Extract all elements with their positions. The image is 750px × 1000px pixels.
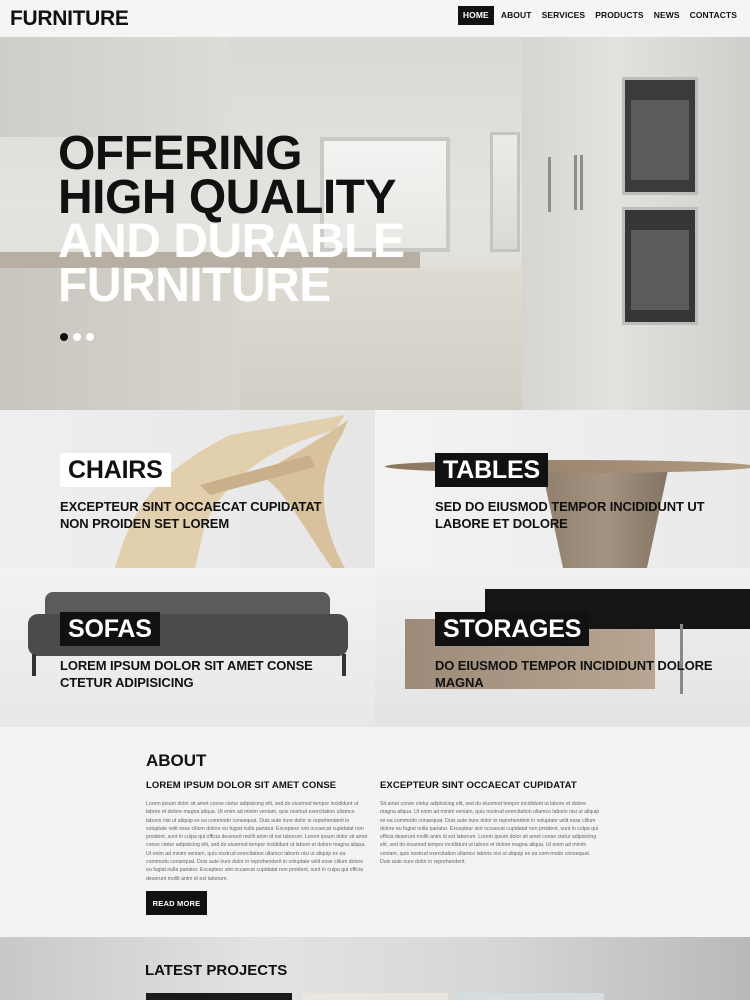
project-thumbnail[interactable] (458, 993, 604, 1000)
hero-headline-line: FURNITURE (58, 259, 331, 312)
slider-pagination (60, 333, 94, 341)
latest-projects-section (0, 937, 750, 1000)
hero-headline-line: AND DURABLE (58, 215, 405, 268)
main-nav (458, 6, 742, 25)
hero-bg-handle (580, 155, 583, 210)
sofa-illustration-leg (32, 654, 36, 676)
category-tile-sofas[interactable] (0, 569, 375, 727)
hero-bg-handle (574, 155, 577, 210)
category-tile-chairs[interactable] (0, 410, 375, 568)
category-description: EXCEPTEUR SINT OCCAECAT CUPIDATAT NON PROIDEN SET LOREM (60, 499, 322, 531)
category-title[interactable]: CHAIRS (60, 453, 171, 487)
read-more-button[interactable]: READ MORE (146, 891, 207, 915)
hero-bg-handle (548, 157, 551, 212)
category-tile-tables[interactable] (375, 410, 750, 568)
nav-contacts[interactable]: CONTACTS (689, 10, 737, 20)
category-title[interactable]: TABLES (435, 453, 548, 487)
about-column-1 (146, 780, 368, 883)
hero-bg-oven-upper (622, 77, 698, 195)
latest-projects-title: LATEST PROJECTS (145, 962, 288, 979)
category-description: SED DO EIUSMOD TEMPOR INCIDIDUNT UT LABORE ET DOLORE (435, 499, 705, 531)
category-title[interactable]: SOFAS (60, 612, 160, 646)
site-header (0, 0, 750, 37)
slider-dot-3[interactable] (86, 333, 94, 341)
about-section (0, 727, 750, 937)
nav-news[interactable]: NEWS (653, 10, 680, 20)
category-description: LOREM IPSUM DOLOR SIT AMET CONSE CTETUR ADIPISICING (60, 658, 313, 690)
hero-headline (58, 127, 405, 312)
project-thumbnail[interactable] (302, 993, 448, 1000)
site-logo[interactable]: FURNITURE (10, 7, 129, 30)
about-column-heading: LOREM IPSUM DOLOR SIT AMET CONSE (146, 780, 337, 791)
hero-bg-oven-lower (622, 207, 698, 325)
project-thumbnail[interactable] (146, 993, 292, 1000)
nav-home[interactable]: HOME (458, 6, 494, 25)
nav-products[interactable]: PRODUCTS (595, 10, 644, 20)
hero-bg-window-right (490, 132, 520, 252)
about-column-text: Sit amet conse ctetur adipisicing elit, sed do eiusmod tempor incididunt ut labore et dolore magna aliqua. Ut enim ad minim veniam, quis nostrud exercitation ullamco laboris nisi ut aliquip ex ea commodo consequat. Duis aute irure dolor in reprehenderit in voluptate velit esse cillum dolore eu fugiat nulla pariatur. Excepteur sint occaecat cupidatat non proident, sunt in culpa qui officia deserunt mollit anim id est laborum. Lorem ipsum dolor sit amet conse ctetur adipisicing elit, sed do eiusmod tempor incididunt ut labore et dolore magna aliqua. Ut enim ad minim veniam, quis nostrud exercitation ullamco laboris nisi ut aliquip ex ea com-modo consequat. Duis aute irure dolor in reprehenderit. (380, 801, 600, 866)
category-title[interactable]: STORAGES (435, 612, 589, 646)
about-column-2 (380, 780, 602, 866)
nav-services[interactable]: SERVICES (541, 10, 586, 20)
hero-headline-line: OFFERING (58, 127, 302, 180)
hero-bg-upper-cabinets (0, 37, 230, 137)
slider-dot-2[interactable] (73, 333, 81, 341)
category-tile-storages[interactable] (375, 569, 750, 727)
nav-about[interactable]: ABOUT (500, 10, 532, 20)
slider-dot-1[interactable] (60, 333, 68, 341)
about-title: ABOUT (146, 751, 207, 770)
chair-illustration (110, 415, 350, 568)
hero-slider (0, 37, 750, 410)
hero-headline-line: HIGH QUALITY (58, 171, 396, 224)
about-column-heading: EXCEPTEUR SINT OCCAECAT CUPIDATAT (380, 780, 577, 791)
category-description: DO EIUSMOD TEMPOR INCIDIDUNT DOLORE MAGNA (435, 658, 713, 690)
about-column-text: Lorem ipsum dolor sit amet conse ctetur adipisicing elit, sed do eiusmod tempor incididunt ut labore et dolore magna aliqua. Ut enim ad minim veniam, quis nostrud exercitation ullamco laboris nisi ut aliquip ex ea commodo consequat. Duis aute irure dolor in reprehenderit in voluptate velit esse cillum dolore eu fugiat nulla pariatur. Excepteur sint occaecat cupidatat non proident, sunt in culpa qui officia deserunt mollit anim id est laborum. Lorem ipsum dolor sit amet conse ctetur adipisicing elit, sed do eiusmod tempor incididunt ut labore et dolore magna aliqua. Ut enim ad minim veniam, quis nostrud exercitation ullamco laboris nisi ut aliquip ex ea commodo consequat. Duis aute irure dolor in reprehenderit in voluptate velit esse cillum dolore eu fugiat nulla pariatur. Excepteur sint occaecat cupidatat non proident, sunt in culpa qui officia deserunt mollit anim id est laborum. (146, 801, 368, 882)
